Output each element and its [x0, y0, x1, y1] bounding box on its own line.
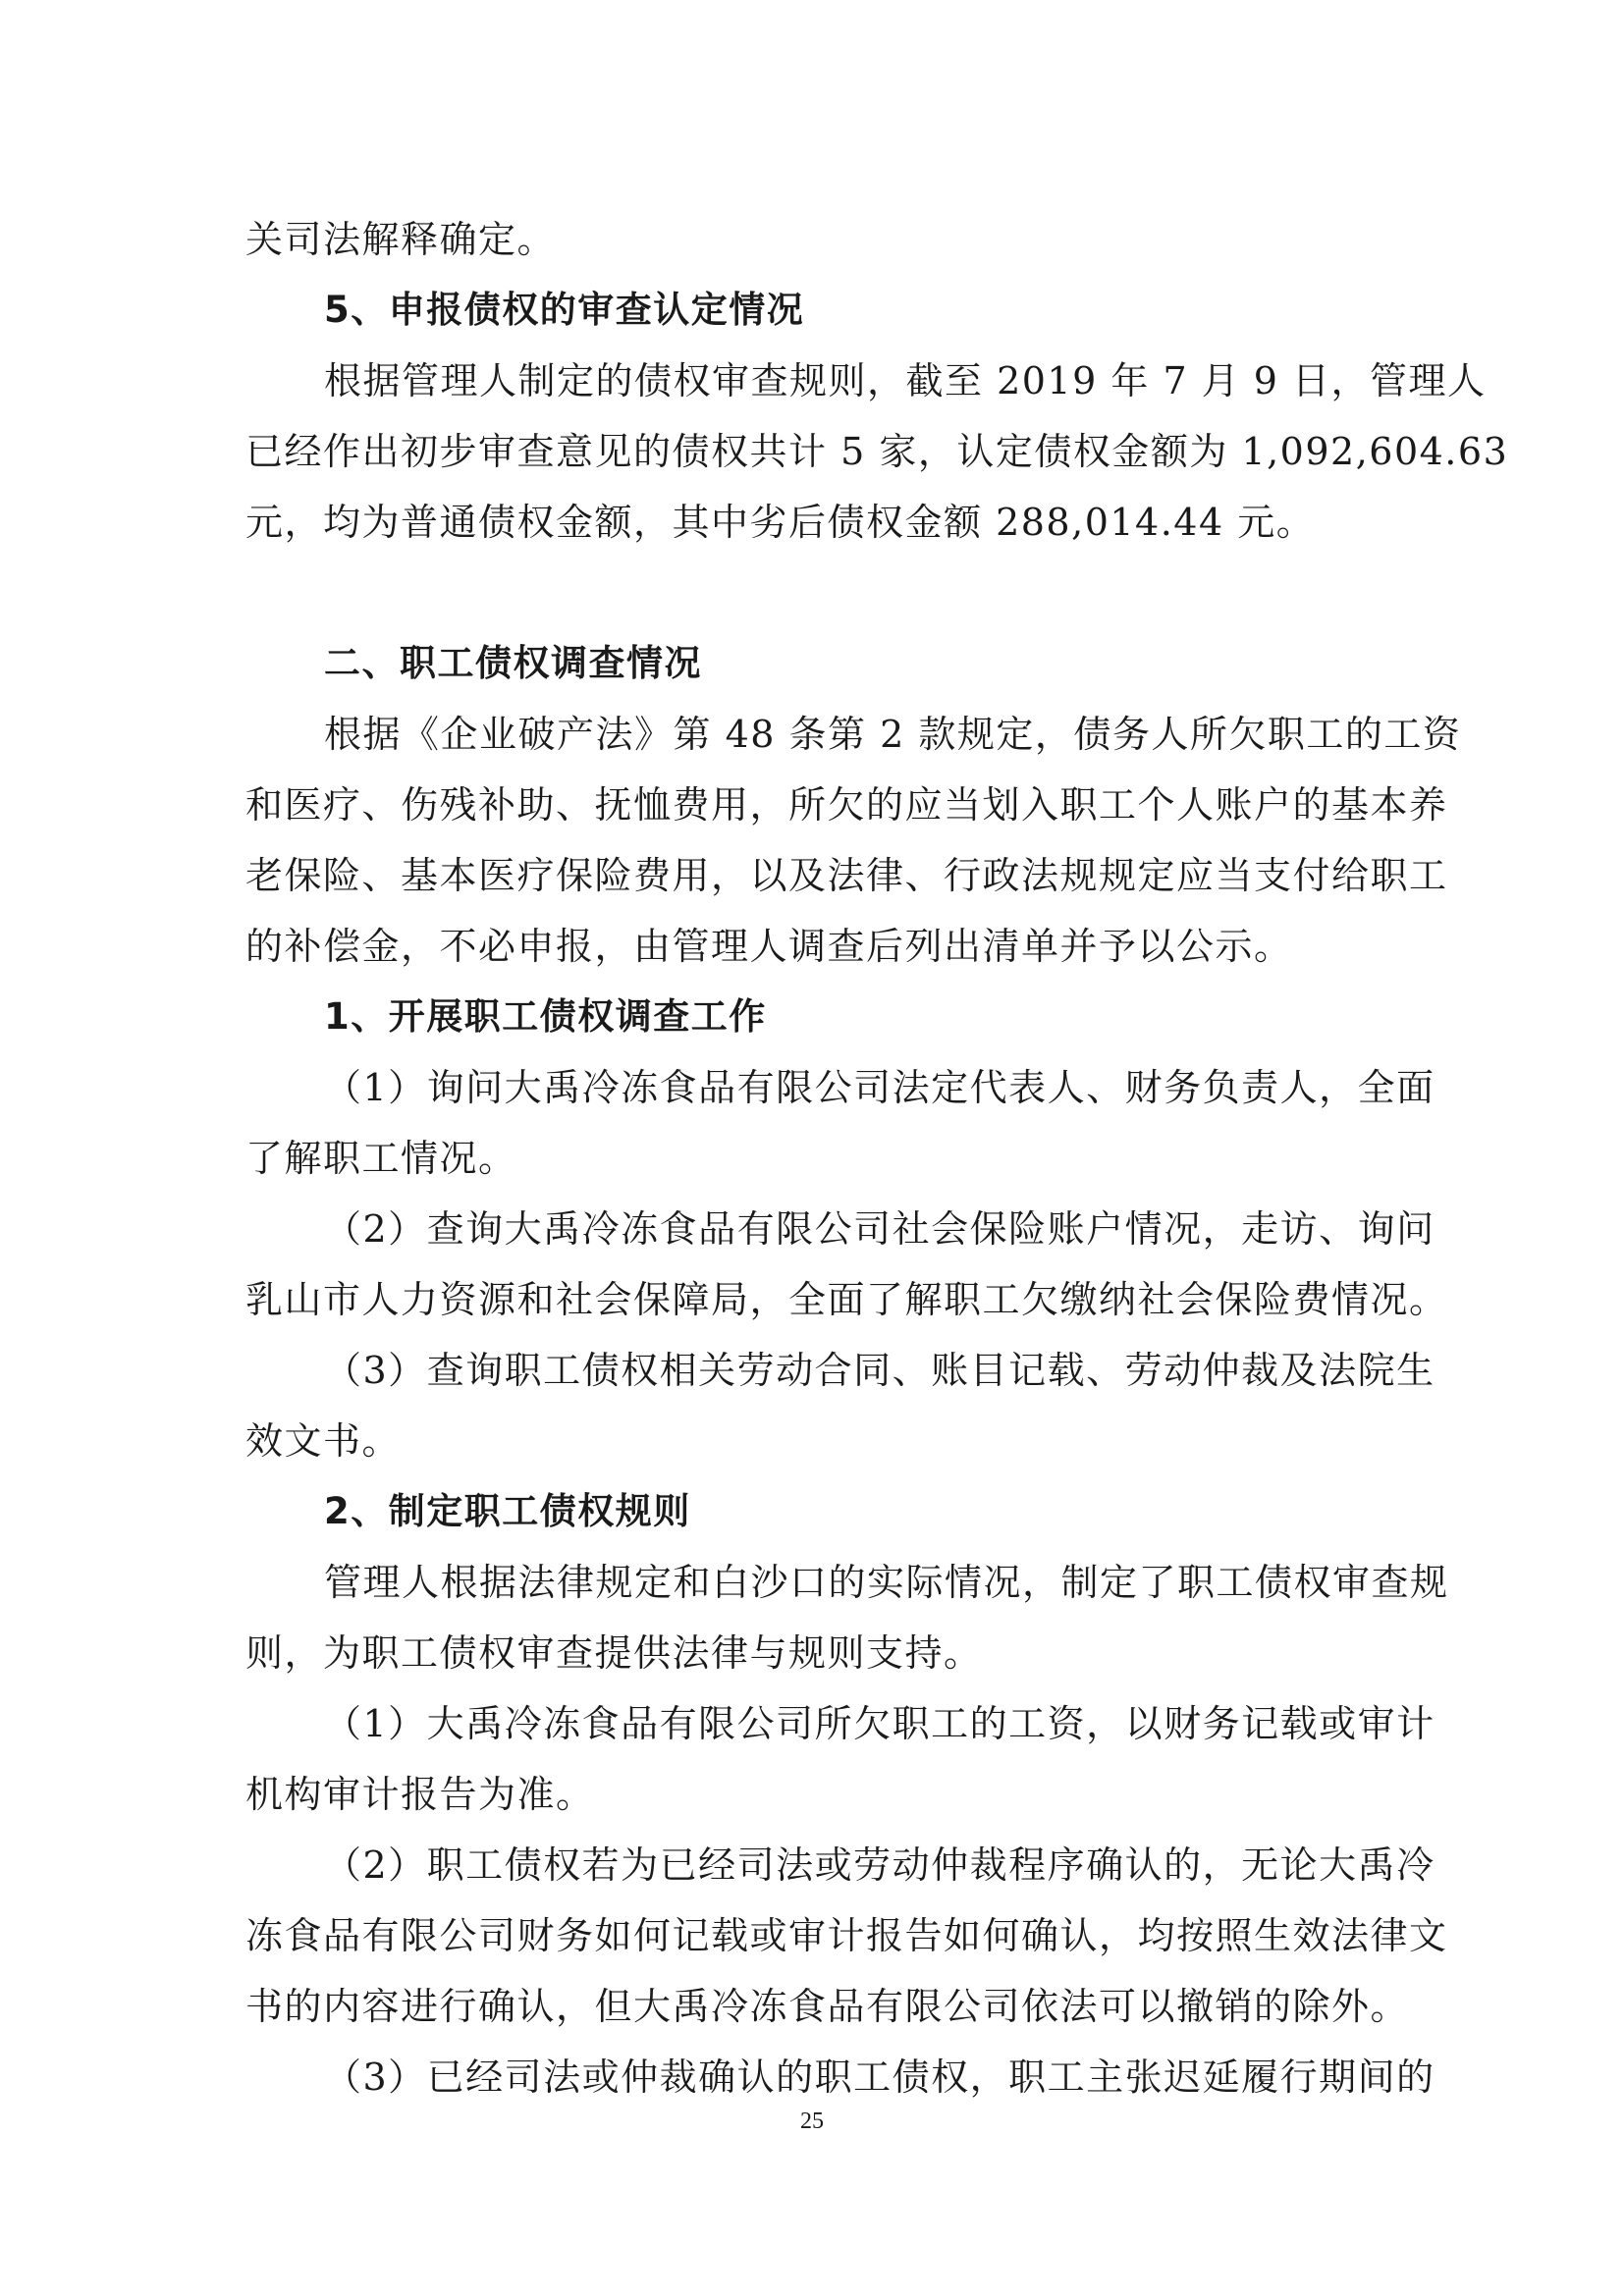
page-number: 25: [800, 2109, 824, 2134]
paragraph-line: 书的内容进行确认，但大禹冷冻食品有限公司依法可以撤销的除外。: [245, 1985, 1410, 2028]
paragraph-line: （2）查询大禹冷冻食品有限公司社会保险账户情况，走访、询问: [324, 1207, 1435, 1251]
section-heading: 2、制定职工债权规则: [324, 1490, 691, 1532]
paragraph-line: 了解职工情况。: [245, 1137, 517, 1180]
blank-line: [245, 558, 1434, 628]
paragraph-line: 元，均为普通债权金额，其中劣后债权金额 288,014.44 元。: [245, 501, 1316, 544]
paragraph-line: 机构审计报告为准。: [245, 1773, 595, 1816]
paragraph-line: 效文书。: [245, 1419, 402, 1463]
paragraph-line: （3）查询职工债权相关劳动合同、账目记载、劳动仲裁及法院生: [324, 1349, 1435, 1392]
paragraph-line: （1）大禹冷冻食品有限公司所欠职工的工资，以财务记载或审计: [324, 1702, 1435, 1745]
paragraph-line: 已经作出初步审查意见的债权共计 5 家，认定债权金额为 1,092,604.63: [245, 430, 1509, 473]
paragraph-line: 管理人根据法律规定和白沙口的实际情况，制定了职工债权审查规: [324, 1561, 1449, 1604]
paragraph-line: 老保险、基本医疗保险费用，以及法律、行政法规规定应当支付给职工: [245, 854, 1448, 897]
paragraph-line: 根据《企业破产法》第 48 条第 2 款规定，债务人所欠职工的工资: [324, 713, 1462, 756]
paragraph-line: 冻食品有限公司财务如何记载或审计报告如何确认，均按照生效法律文: [245, 1914, 1448, 1957]
paragraph-line: 和医疗、伤残补助、抚恤费用，所欠的应当划入职工个人账户的基本养: [245, 783, 1448, 827]
paragraph-line: 的补偿金，不必申报，由管理人调查后列出清单并予以公示。: [245, 925, 1293, 968]
chapter-heading: 二、职工债权调查情况: [324, 642, 702, 684]
section-heading: 1、开展职工债权调查工作: [324, 995, 767, 1038]
paragraph-line: 关司法解释确定。: [245, 218, 557, 261]
paragraph-line: 乳山市人力资源和社会保障局，全面了解职工欠缴纳社会保险费情况。: [245, 1278, 1448, 1321]
paragraph-line: （3）已经司法或仲裁确认的职工债权，职工主张迟延履行期间的: [324, 2056, 1435, 2099]
paragraph-line: 则，为职工债权审查提供法律与规则支持。: [245, 1631, 983, 1675]
paragraph-line: 根据管理人制定的债权审查规则，截至 2019 年 7 月 9 日，管理人: [324, 359, 1487, 402]
document-body: [245, 204, 1509, 2112]
paragraph-line: （2）职工债权若为已经司法或劳动仲裁程序确认的，无论大禹冷: [324, 1843, 1435, 1887]
paragraph-line: （1）询问大禹冷冻食品有限公司法定代表人、财务负责人，全面: [324, 1066, 1435, 1109]
section-heading: 5、申报债权的审查认定情况: [324, 289, 805, 331]
